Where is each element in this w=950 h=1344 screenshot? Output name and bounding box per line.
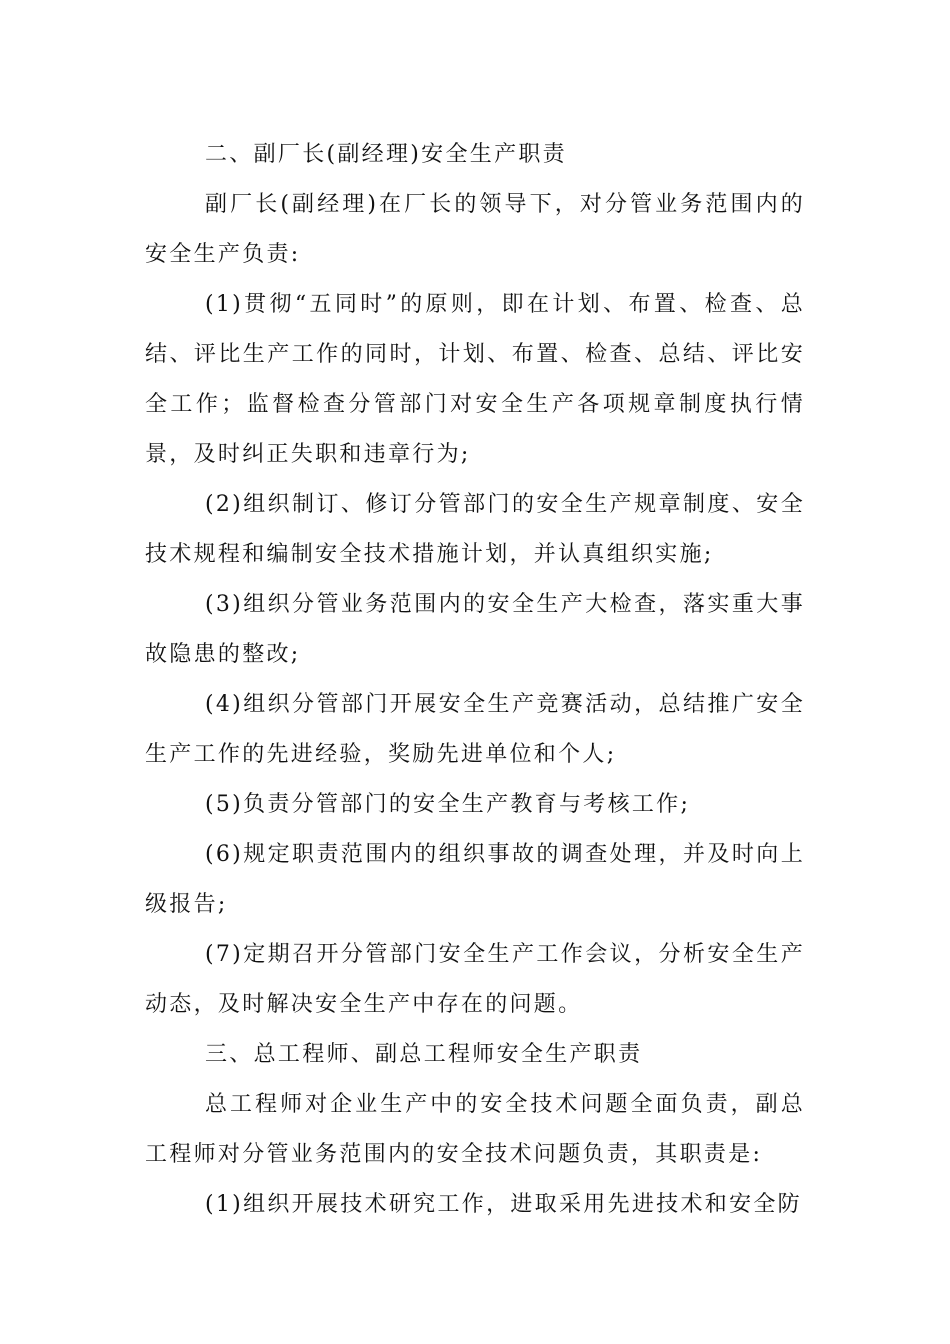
paragraph-chief-engineer-intro: 总工程师对企业生产中的安全技术问题全面负责，副总工程师对分管业务范围内的安全技术问题负责，其职责是: xyxy=(145,1092,805,1167)
list-item-2: (2)组织制订、修订分管部门的安全生产规章制度、安全技术规程和编制安全技术措施计划，并认真组织实施; xyxy=(145,492,805,567)
section-heading-chief-engineer: 三、总工程师、副总工程师安全生产职责 xyxy=(205,1042,643,1067)
section-heading-deputy-director: 二、副厂长(副经理)安全生产职责 xyxy=(205,142,567,167)
list-item-7: (7)定期召开分管部门安全生产工作会议，分析安全生产动态，及时解决安全生产中存在的问题。 xyxy=(145,942,805,1017)
paragraph-deputy-director-intro: 副厂长(副经理)在厂长的领导下，对分管业务范围内的安全生产负责: xyxy=(145,192,805,267)
list-item-1: (1)贯彻“五同时”的原则，即在计划、布置、检查、总结、评比生产工作的同时，计划、布置、检查、总结、评比安全工作；监督检查分管部门对安全生产各项规章制度执行情景，及时纠正失职和违章行为; xyxy=(145,292,805,467)
list-item-3: (3)组织分管业务范围内的安全生产大检查，落实重大事故隐患的整改; xyxy=(145,592,805,667)
list-item-chief-1: (1)组织开展技术研究工作，进取采用先进技术和安全防 xyxy=(205,1192,802,1217)
list-item-4: (4)组织分管部门开展安全生产竞赛活动，总结推广安全生产工作的先进经验，奖励先进单位和个人; xyxy=(145,692,805,767)
list-item-6: (6)规定职责范围内的组织事故的调查处理，并及时向上级报告; xyxy=(145,842,805,917)
list-item-5: (5)负责分管部门的安全生产教育与考核工作; xyxy=(205,792,691,817)
document-body xyxy=(145,130,805,1230)
